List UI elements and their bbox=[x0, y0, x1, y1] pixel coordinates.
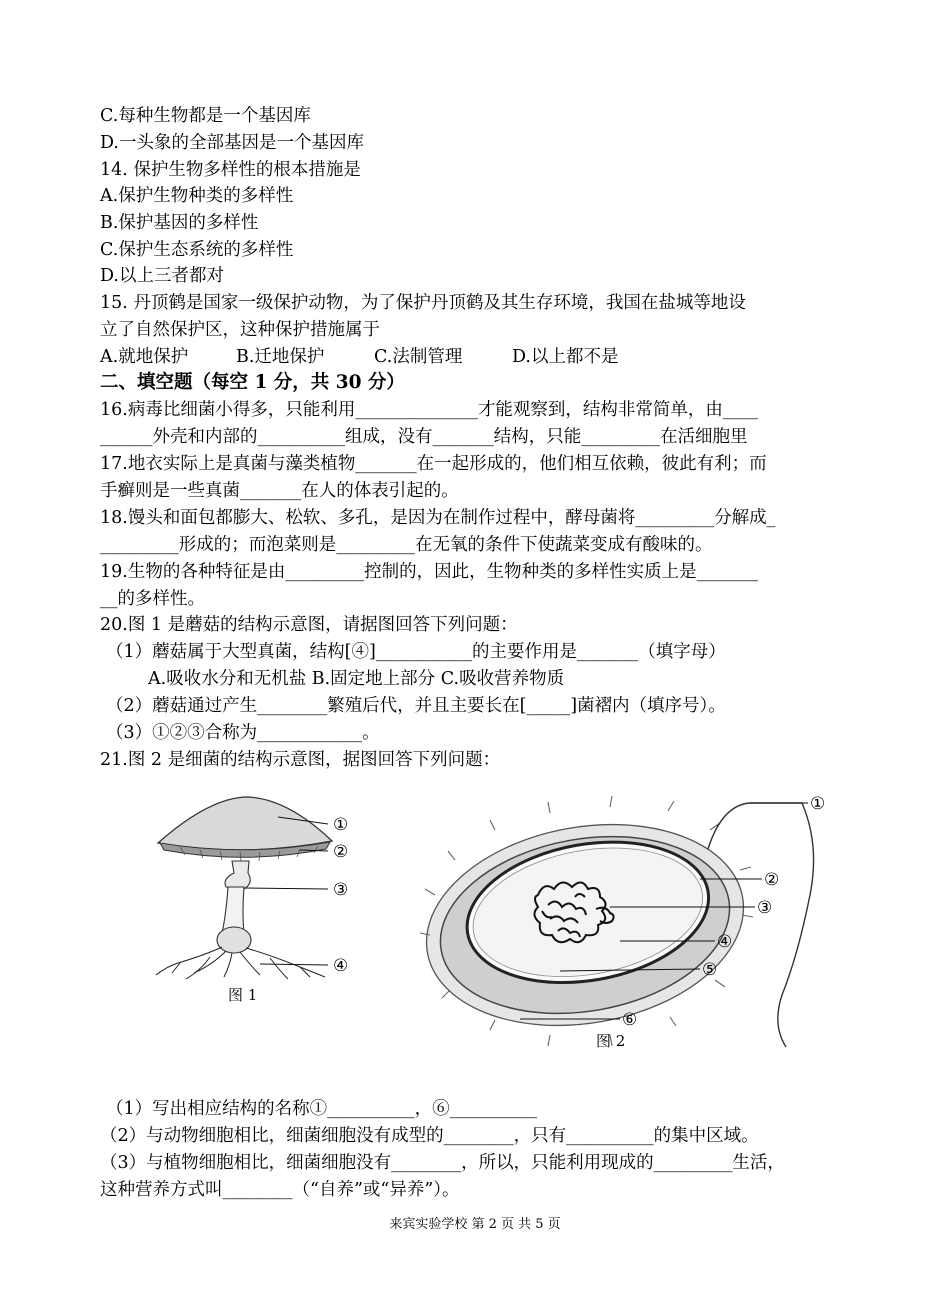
mushroom-diagram bbox=[150, 795, 365, 985]
mushroom-stalk bbox=[222, 887, 244, 933]
figure1-label-1: ① bbox=[333, 815, 349, 835]
q18-line2: _________形成的；而泡菜则是_________在无氧的条件下使蔬菜变成有酸味的。 bbox=[100, 535, 713, 555]
q21-stem: 21.图 2 是细菌的结构示意图，据图回答下列问题： bbox=[100, 750, 501, 770]
page-footer: 来宾实验学校 第 2 页 共 5 页 bbox=[389, 1217, 561, 1232]
bacterium-flagellum-tail bbox=[778, 803, 814, 1047]
q17-line1: 17.地衣实际上是真菌与藻类植物_______在一起形成的，他们相互依赖，彼此有利；而 bbox=[100, 454, 767, 474]
q20-sub3: （3）①②③合称为____________。 bbox=[106, 723, 380, 743]
q14-stem: 14. 保护生物多样性的根本措施是 bbox=[100, 160, 361, 180]
q20-sub2: （2）蘑菇通过产生________繁殖后代，并且主要长在[_____]菌褶内（填序号）。 bbox=[106, 696, 726, 716]
q15-option-a: A.就地保护 bbox=[100, 347, 189, 367]
bacterium-diagram bbox=[410, 785, 840, 1055]
q16-line1: 16.病毒比细菌小得多，只能利用______________才能观察到，结构非常简单，由____ bbox=[100, 400, 758, 420]
mushroom-cap bbox=[158, 797, 332, 850]
q15-option-c: C.法制管理 bbox=[374, 347, 463, 367]
figure2-label-2: ② bbox=[764, 870, 780, 890]
figure2-label-5: ⑤ bbox=[702, 960, 718, 980]
mushroom-ring bbox=[225, 861, 250, 889]
q20-sub1-options: A.吸收水分和无机盐 B.固定地上部分 C.吸收营养物质 bbox=[148, 669, 565, 689]
q14-option-d: D.以上三者都对 bbox=[100, 266, 224, 286]
q21-sub3-line2: 这种营养方式叫________（“自养”或“异养”）。 bbox=[100, 1180, 460, 1200]
q13-option-d: D.一头象的全部基因是一个基因库 bbox=[100, 133, 364, 153]
q18-line1: 18.馒头和面包都膨大、松软、多孔，是因为在制作过程中，酵母菌将_________分解成_ bbox=[100, 508, 776, 528]
q16-line2: ______外壳和内部的__________组成，没有_______结构，只能_________在活细胞里 bbox=[100, 427, 748, 447]
section2-heading: 二、填空题（每空 1 分，共 30 分） bbox=[100, 372, 405, 393]
q15-option-d: D.以上都不是 bbox=[512, 347, 619, 367]
q17-line2: 手癣则是一些真菌_______在人的体表引起的。 bbox=[100, 481, 459, 501]
figure2-label-4: ④ bbox=[717, 932, 733, 952]
q14-option-c: C.保护生态系统的多样性 bbox=[100, 240, 294, 260]
q15-stem-line1: 15. 丹顶鹤是国家一级保护动物，为了保护丹顶鹤及其生存环境，我国在盐城等地设 bbox=[100, 293, 746, 313]
mushroom-base bbox=[217, 927, 251, 953]
q14-option-b: B.保护基因的多样性 bbox=[100, 213, 259, 233]
q19-line2: __的多样性。 bbox=[100, 589, 205, 609]
figure1-label-3: ③ bbox=[333, 880, 349, 900]
q15-option-b: B.迁地保护 bbox=[236, 347, 325, 367]
bacterium-flagellum bbox=[708, 803, 802, 849]
q19-line1: 19.生物的各种特征是由_________控制的，因此，生物种类的多样性实质上是_______ bbox=[100, 562, 758, 582]
figure1-caption: 图 1 bbox=[228, 986, 258, 1004]
figure2-label-3: ③ bbox=[757, 898, 773, 918]
q21-sub3-line1: （3）与植物细胞相比，细菌细胞没有________，所以，只能利用现成的_________生活， bbox=[100, 1153, 785, 1173]
q20-sub1: （1）蘑菇属于大型真菌，结构[④]___________的主要作用是_______（填字母） bbox=[106, 642, 726, 662]
q15-stem-line2: 立了自然保护区，这种保护措施属于 bbox=[100, 320, 380, 340]
figure1-label-2: ② bbox=[333, 842, 349, 862]
q20-stem: 20.图 1 是蘑菇的结构示意图，请据图回答下列问题： bbox=[100, 615, 518, 635]
q21-sub1: （1）写出相应结构的名称①__________，⑥__________ bbox=[106, 1099, 538, 1119]
q21-sub2: （2）与动物细胞相比，细菌细胞没有成型的________，只有__________的集中区域。 bbox=[100, 1126, 759, 1146]
figure2-caption: 图 2 bbox=[596, 1032, 626, 1050]
q14-option-a: A.保护生物种类的多样性 bbox=[100, 186, 294, 206]
q15-options bbox=[100, 344, 618, 370]
figure1-label-4: ④ bbox=[333, 956, 349, 976]
figure2-label-1: ① bbox=[810, 794, 826, 814]
figure2-label-6: ⑥ bbox=[622, 1010, 638, 1030]
q13-option-c: C.每种生物都是一个基因库 bbox=[100, 106, 311, 126]
